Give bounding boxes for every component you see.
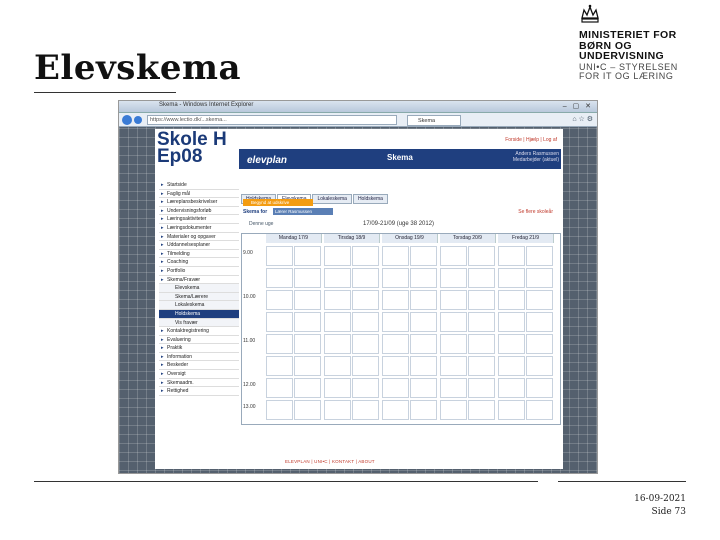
week-row [243,221,559,229]
lesson-cell[interactable] [324,356,351,376]
skema-for-label: Skema for [243,209,268,215]
lesson-cell[interactable] [526,400,553,420]
more-years-link[interactable]: Se flere skoleår [518,209,553,215]
lesson-cell[interactable] [352,312,379,332]
slide-page-number: Side 73 [651,507,686,517]
lesson-cell[interactable] [266,246,293,266]
forward-icon[interactable] [134,116,142,124]
lesson-cell[interactable] [526,356,553,376]
lesson-cell[interactable] [352,246,379,266]
nav-item[interactable]: ▸ Undervisningsforløb [159,207,239,216]
back-icon[interactable] [122,115,132,125]
lesson-cell[interactable] [266,400,293,420]
lesson-cell[interactable] [440,312,467,332]
nav-item[interactable]: ▸ Skemaadm. [159,379,239,388]
nav-item[interactable]: ▸ Kontaktregistrering [159,327,239,336]
user-role: Medarbejder (aktuel) [512,157,559,163]
schedule-tabs [241,187,389,202]
crown-icon [579,4,601,30]
day-header: Mandag 17/9 [266,234,322,243]
footer-rule-left [34,481,538,482]
page-header: Skema [387,153,413,162]
ministry-line4: UNI•C – STYRELSEN [579,62,678,72]
lesson-cell[interactable] [440,268,467,288]
nav-item[interactable]: ▸ Evaluering [159,336,239,345]
lesson-cell[interactable] [294,334,321,354]
lesson-cell[interactable] [468,290,495,310]
nav-item[interactable]: ▸ Beskeder [159,361,239,370]
title-underline [34,92,176,93]
lesson-cell[interactable] [410,334,437,354]
nav-item[interactable]: ▸ Læreplansbeskrivelser [159,198,239,207]
nav-item[interactable]: ▸ Praktik [159,344,239,353]
lesson-cell[interactable] [382,356,409,376]
nav-item[interactable]: Elevskema [159,284,239,293]
lesson-cell[interactable] [410,356,437,376]
lesson-cell[interactable] [410,400,437,420]
nav-item[interactable]: Vis fravær [159,319,239,328]
lesson-cell[interactable] [382,312,409,332]
nav-item[interactable]: ▸ Tilmelding [159,250,239,259]
lesson-cell[interactable] [410,312,437,332]
lesson-cell[interactable] [468,334,495,354]
lesson-cell[interactable] [294,312,321,332]
embedded-screenshot [118,100,598,474]
footer-rule-right [558,481,686,482]
nav-item[interactable]: ▸ Faglig mål [159,190,239,199]
nav-item[interactable]: ▸ Rettighed [159,387,239,396]
lesson-cell[interactable] [440,334,467,354]
nav-item[interactable]: ▸ Materialer og opgaver [159,233,239,242]
lesson-cell[interactable] [526,268,553,288]
nav-item[interactable]: Skema/Lærere [159,293,239,302]
lesson-cell[interactable] [382,334,409,354]
time-label: 11.00 [243,338,256,344]
lesson-cell[interactable] [468,400,495,420]
lesson-cell[interactable] [526,334,553,354]
lesson-cell[interactable] [410,378,437,398]
lesson-cell[interactable] [382,246,409,266]
nav-item[interactable]: ▸ Læringsaktiviteter [159,215,239,224]
tab-holdskema-2[interactable]: Holdskema [353,194,388,204]
lesson-cell[interactable] [324,312,351,332]
nav-item[interactable]: ▸ Læringsdokumenter [159,224,239,233]
lesson-cell[interactable] [468,268,495,288]
lesson-cell[interactable] [468,246,495,266]
schedule-controls [243,199,559,233]
school-name [157,131,227,165]
time-label: 12.00 [243,382,256,388]
nav-item[interactable]: ▸ Uddannelsesplaner [159,241,239,250]
url-field[interactable]: https://www.lectio.dk/...skema... [147,115,397,125]
ministry-line1: MINISTERIET FOR [579,29,677,41]
lesson-cell[interactable] [440,400,467,420]
lesson-cell[interactable] [294,356,321,376]
lesson-cell[interactable] [266,334,293,354]
lesson-cell[interactable] [352,334,379,354]
slide-date: 16-09-2021 [634,494,686,504]
period-select[interactable]: Denne uge [249,221,274,227]
lesson-cell[interactable] [324,378,351,398]
lesson-cell[interactable] [498,356,525,376]
lesson-cell[interactable] [352,400,379,420]
lesson-cell[interactable] [526,290,553,310]
ministry-line5: FOR IT OG LÆRING [579,71,674,81]
print-button[interactable]: Begynd at udskrive [243,199,313,206]
nav-item[interactable]: ▸ Coaching [159,258,239,267]
week-label: 17/09-21/09 (uge 38 2012) [363,221,435,227]
nav-item[interactable]: ▸ Oversigt [159,370,239,379]
lesson-cell[interactable] [324,400,351,420]
lesson-cell[interactable] [382,400,409,420]
time-label: 9.00 [243,250,253,256]
time-label: 10.00 [243,294,256,300]
lesson-cell[interactable] [352,290,379,310]
lesson-cell[interactable] [498,378,525,398]
school-line2: Ep08 [157,146,203,167]
slide-title: Elevskema [34,48,242,88]
lesson-cell[interactable] [294,378,321,398]
school-line1: Skole H [157,129,227,150]
nav-item[interactable]: ▸ Startside [159,181,239,190]
page-footer: ELEVPLAN | UNI•C | KONTAKT | ABOUT [285,459,375,464]
browser-addressbar [119,113,597,127]
lesson-cell[interactable] [440,290,467,310]
lesson-cell[interactable] [266,290,293,310]
lesson-cell[interactable] [266,356,293,376]
ministry-line2: BØRN OG [579,40,632,52]
nav-item[interactable]: Holdskema [159,310,239,319]
lesson-cell[interactable] [352,378,379,398]
lesson-cell[interactable] [352,268,379,288]
lesson-cell[interactable] [324,290,351,310]
browser-tools-icon[interactable]: ⌂ ☆ ⚙ [572,116,593,123]
elevplan-page [155,129,563,469]
lesson-cell[interactable] [324,246,351,266]
ministry-line3: UNDERVISNING [579,50,665,62]
lesson-cell[interactable] [410,268,437,288]
schedule-grid [241,233,561,425]
ministry-logo [579,4,702,81]
day-header: Tirsdag 18/9 [324,234,380,243]
lesson-cell[interactable] [498,312,525,332]
time-label: 13.00 [243,404,256,410]
nav-item[interactable]: ▸ Portfolio [159,267,239,276]
nav-item[interactable]: ▸ Information [159,353,239,362]
user-name: Anders Rasmussen [515,151,559,157]
top-links[interactable]: Forside | Hjælp | Log af [505,137,557,143]
lesson-cell[interactable] [468,312,495,332]
lesson-cell[interactable] [440,378,467,398]
day-header: Fredag 21/9 [498,234,554,243]
lesson-cell[interactable] [382,268,409,288]
lesson-cell[interactable] [498,246,525,266]
user-info [513,151,559,163]
left-navigation [159,181,239,396]
lesson-cell[interactable] [266,268,293,288]
lesson-cell[interactable] [294,290,321,310]
lesson-cell[interactable] [498,290,525,310]
browser-titlebar [119,101,597,113]
nav-item[interactable]: Lokaleskema [159,301,239,310]
lesson-cell[interactable] [498,400,525,420]
lesson-cell[interactable] [382,378,409,398]
lesson-cell[interactable] [324,268,351,288]
lesson-cell[interactable] [498,268,525,288]
lesson-cell[interactable] [294,400,321,420]
lesson-cell[interactable] [352,356,379,376]
lesson-cell[interactable] [294,246,321,266]
lesson-cell[interactable] [498,334,525,354]
day-header: Onsdag 19/9 [382,234,438,243]
day-header: Torsdag 20/9 [440,234,496,243]
tab-lokaleskema[interactable]: Lokaleskema [312,194,351,204]
lesson-cell[interactable] [294,268,321,288]
lesson-cell[interactable] [266,378,293,398]
lesson-cell[interactable] [526,246,553,266]
lesson-cell[interactable] [440,356,467,376]
lesson-cell[interactable] [324,334,351,354]
lesson-cell[interactable] [468,378,495,398]
lesson-cell[interactable] [440,246,467,266]
lesson-cell[interactable] [526,378,553,398]
nav-item[interactable]: ▸ Skema/Fravær [159,276,239,285]
lesson-cell[interactable] [526,312,553,332]
brand-logo: elevplan [247,155,288,166]
window-controls[interactable]: – ▢ ✕ [562,103,593,110]
lesson-cell[interactable] [266,312,293,332]
window-title: Skema - Windows Internet Explorer [159,102,254,108]
lesson-cell[interactable] [382,290,409,310]
lesson-cell[interactable] [410,290,437,310]
lesson-cell[interactable] [468,356,495,376]
lesson-cell[interactable] [410,246,437,266]
browser-tab[interactable]: Skema [407,115,461,126]
entity-select[interactable]: Lærer Rasmussen [273,208,333,215]
